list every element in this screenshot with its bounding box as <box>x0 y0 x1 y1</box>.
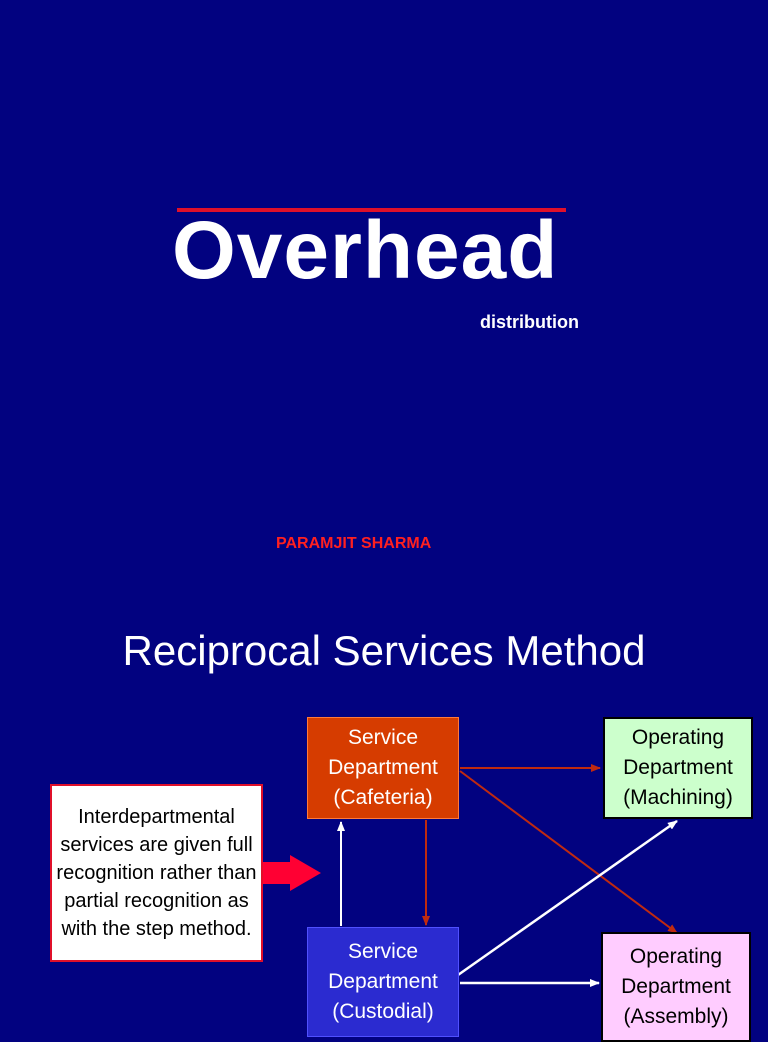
box-line: Department <box>623 756 733 779</box>
author-name: PARAMJIT SHARMA <box>276 535 432 552</box>
service-dept-custodial-box <box>307 927 459 1037</box>
box-line: Department <box>328 756 438 779</box>
slide-subtitle: distribution <box>480 312 579 332</box>
box-line: Service <box>347 726 419 749</box>
box-line: Department <box>328 970 438 993</box>
box-line: Operating <box>631 726 725 749</box>
section-title: Reciprocal Services Method <box>122 627 646 674</box>
service-dept-cafeteria-box <box>307 717 459 819</box>
box-line: Department <box>621 975 731 998</box>
box-line: (Custodial) <box>332 1000 434 1023</box>
explanation-text: Interdepartmental services are given full recognition rather than partial recognition as with the step method. <box>56 806 257 940</box>
box-line: Service <box>347 940 419 963</box>
box-line: (Assembly) <box>623 1005 729 1028</box>
box-line: (Machining) <box>623 786 733 809</box>
operating-dept-machining-box <box>603 717 753 819</box>
box-line: Operating <box>629 945 723 968</box>
pointer-arrow-icon <box>263 855 321 891</box>
box-line: (Cafeteria) <box>333 786 433 809</box>
explanation-note <box>50 784 263 962</box>
slide-title: Overhead <box>172 205 559 296</box>
operating-dept-assembly-box <box>601 932 751 1042</box>
